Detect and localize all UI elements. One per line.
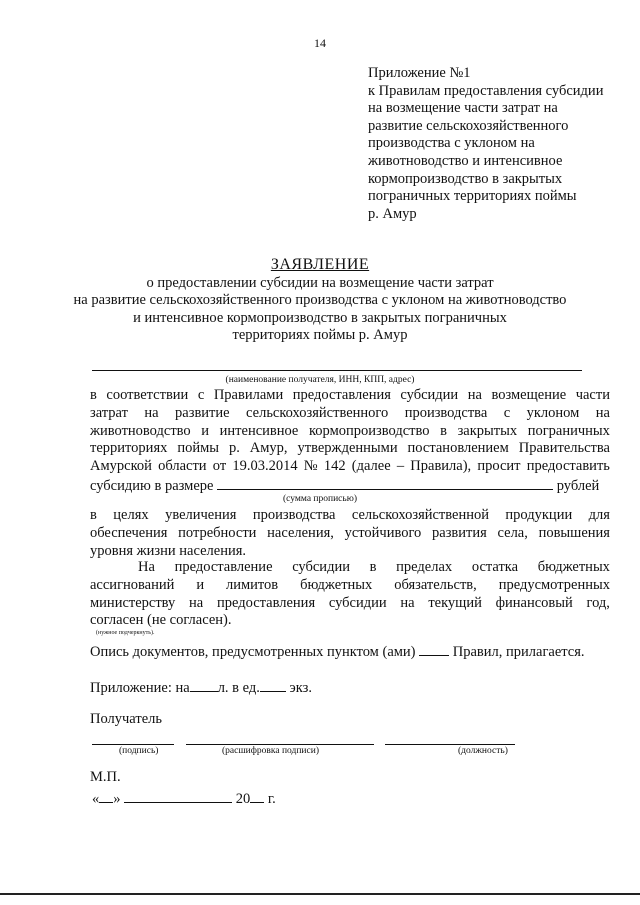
word: с xyxy=(197,387,205,403)
amount-field[interactable] xyxy=(217,476,553,490)
word: утвержденными xyxy=(297,440,398,457)
word: министерству xyxy=(90,594,176,611)
appendix-line: кормопроизводство в закрытых xyxy=(368,170,563,187)
word: просит xyxy=(477,458,521,475)
word: от xyxy=(212,458,227,475)
word: устойчивого xyxy=(344,524,422,541)
underline-note: (нужное подчеркнуть). xyxy=(96,630,155,636)
attachment-prefix: Приложение: на xyxy=(90,680,190,696)
word: Правительства xyxy=(518,440,610,457)
paragraph-1-line xyxy=(90,458,610,476)
word: субсидии xyxy=(328,594,387,611)
word: предусмотренных xyxy=(498,576,610,593)
word: пограничных xyxy=(527,422,610,439)
subtitle-line: о предоставлении субсидии на возмещение части затрат xyxy=(146,275,494,291)
amount-suffix: рублей xyxy=(556,477,600,494)
word: р. xyxy=(228,440,240,457)
page-number: 14 xyxy=(314,36,326,50)
word: лимитов xyxy=(225,576,279,593)
date-open-quote: « xyxy=(92,791,100,807)
word: в xyxy=(369,559,377,575)
word: производства xyxy=(252,507,336,523)
word: субсидии xyxy=(292,559,350,575)
date-close-quote: » xyxy=(113,791,121,807)
recipient-caption: (наименование получателя, ИНН, КПП, адрес) xyxy=(225,375,415,385)
word: на xyxy=(595,404,610,421)
word: Амур, xyxy=(249,440,288,457)
paragraph-2 xyxy=(90,507,610,560)
position-field[interactable] xyxy=(385,744,515,745)
word: закрытых xyxy=(457,422,518,439)
word: остатка xyxy=(471,559,519,575)
date-year-prefix: 20 xyxy=(235,791,251,807)
attachment-line xyxy=(90,678,312,697)
document-subtitle xyxy=(0,275,640,345)
word: соответствии xyxy=(106,387,189,403)
word: текущий xyxy=(428,594,482,611)
word: постановлением xyxy=(407,440,509,457)
document-title: ЗАЯВЛЕНИЕ xyxy=(270,256,370,273)
paragraph-3-line xyxy=(90,577,610,595)
recipient-label: Получатель xyxy=(90,711,162,727)
word: развития xyxy=(432,524,487,541)
attachment-suffix: экз. xyxy=(289,680,312,696)
word: на xyxy=(400,594,415,611)
word: части xyxy=(575,387,610,403)
paragraph-1-line xyxy=(90,405,610,423)
paragraph-3-last-line: согласен (не согласен). xyxy=(90,612,232,629)
scan-bottom-edge xyxy=(0,893,640,895)
date-year-suffix: г. xyxy=(267,791,276,807)
word: потребности xyxy=(178,524,257,541)
word: возмещение xyxy=(491,387,567,403)
attachment-mid: л. в ед. xyxy=(217,680,260,696)
amount-line xyxy=(90,476,610,496)
signature-decoding-field[interactable] xyxy=(186,744,374,745)
word: на xyxy=(189,594,204,611)
paragraph-2-line xyxy=(90,525,610,543)
word: (далее xyxy=(351,458,391,475)
word: предоставления xyxy=(292,387,391,403)
word: Правила), xyxy=(410,458,472,475)
amount-caption: (сумма прописью) xyxy=(283,494,357,504)
position-caption: (должность) xyxy=(458,746,508,756)
signature-caption: (подпись) xyxy=(119,746,159,756)
paragraph-1-line xyxy=(90,387,610,405)
appendix-block xyxy=(368,65,603,223)
date-year-field[interactable] xyxy=(250,789,264,803)
decoding-caption: (расшифровка подписи) xyxy=(222,746,319,756)
appendix-line: на возмещение части затрат на xyxy=(368,100,558,117)
word: территориях xyxy=(90,440,168,457)
word: обязательств, xyxy=(394,576,477,593)
word: бюджетных xyxy=(537,559,610,575)
word: и xyxy=(196,576,205,593)
word: увеличения xyxy=(165,507,237,523)
word: с xyxy=(503,404,511,421)
signature-field[interactable] xyxy=(92,744,174,745)
word: предоставление xyxy=(174,559,273,575)
inventory-line xyxy=(90,642,585,661)
word: № xyxy=(303,458,318,475)
word: для xyxy=(588,507,610,523)
word: пределах xyxy=(396,559,453,575)
word: кормопроизводство xyxy=(308,422,430,439)
word: села, xyxy=(497,524,528,541)
word: на xyxy=(144,404,159,421)
word: 19.03.2014 xyxy=(232,458,298,475)
word: интенсивное xyxy=(219,422,299,439)
word: в xyxy=(90,387,97,403)
attachment-sheets-field[interactable] xyxy=(190,678,218,692)
date-line xyxy=(92,789,276,808)
word: на xyxy=(467,387,482,403)
inventory-suffix: Правил, прилагается. xyxy=(452,644,585,660)
paragraph-1-line xyxy=(90,440,610,458)
word: затрат xyxy=(90,404,128,421)
word: На xyxy=(138,559,155,575)
word: год, xyxy=(586,594,610,611)
paragraph-3 xyxy=(90,559,610,630)
word: финансовый xyxy=(495,594,573,611)
word: – xyxy=(396,458,405,475)
inventory-prefix: Опись документов, предусмотренных пунктом (ами) xyxy=(90,644,416,660)
appendix-line: животноводство и интенсивное xyxy=(368,152,563,169)
word: животноводство xyxy=(90,422,191,439)
word: 142 xyxy=(323,458,346,475)
appendix-line: р. Амур xyxy=(368,205,417,222)
inventory-clause-field[interactable] xyxy=(419,642,449,656)
date-day-field[interactable] xyxy=(99,789,113,803)
word: субсидии xyxy=(400,387,459,403)
date-month-field[interactable] xyxy=(124,789,232,803)
word: сельскохозяйственной xyxy=(351,507,489,523)
word: производства xyxy=(404,404,488,421)
paragraph-3-line xyxy=(90,559,610,577)
subtitle-line: на развитие сельскохозяйственного производства с уклоном на животноводство xyxy=(73,292,567,309)
word: бюджетных xyxy=(300,576,373,593)
paragraph-2-line xyxy=(90,507,610,525)
appendix-line: Приложение №1 xyxy=(368,65,471,81)
word: поймы xyxy=(177,440,219,457)
word: уклоном xyxy=(526,404,580,421)
word: сельскохозяйственного xyxy=(246,404,389,421)
recipient-line xyxy=(92,370,582,371)
word: предоставления xyxy=(216,594,316,611)
word: предоставить xyxy=(526,458,610,475)
word: в xyxy=(440,422,447,439)
word: области xyxy=(158,458,207,475)
word: развитие xyxy=(175,404,230,421)
word: ассигнований xyxy=(90,576,175,593)
word: в xyxy=(90,507,97,523)
paragraph-2-last-line: уровня жизни населения. xyxy=(90,542,247,559)
paragraph-1 xyxy=(90,387,610,496)
subtitle-line: и интенсивное кормопроизводство в закрытых пограничных xyxy=(133,309,507,326)
word: населения, xyxy=(267,524,334,541)
appendix-line: пограничных территориях поймы xyxy=(368,188,577,205)
word: целях xyxy=(113,507,149,523)
appendix-line: производства с уклоном на xyxy=(368,135,535,152)
appendix-line: к Правилам предоставления субсидии xyxy=(368,82,604,99)
paragraph-3-line xyxy=(90,595,610,613)
word: Правилами xyxy=(213,387,284,403)
word: повышения xyxy=(538,524,610,541)
amount-prefix: субсидию в размере xyxy=(90,477,214,494)
word: и xyxy=(201,422,210,439)
attachment-units-field[interactable] xyxy=(260,678,286,692)
paragraph-1-line xyxy=(90,423,610,441)
stamp-label: М.П. xyxy=(90,769,121,785)
word: продукции xyxy=(505,507,573,523)
appendix-line: развитие сельскохозяйственного xyxy=(368,117,569,134)
word: обеспечения xyxy=(90,524,168,541)
subtitle-line: территориях поймы р. Амур xyxy=(232,327,408,344)
word: Амурской xyxy=(90,458,152,475)
